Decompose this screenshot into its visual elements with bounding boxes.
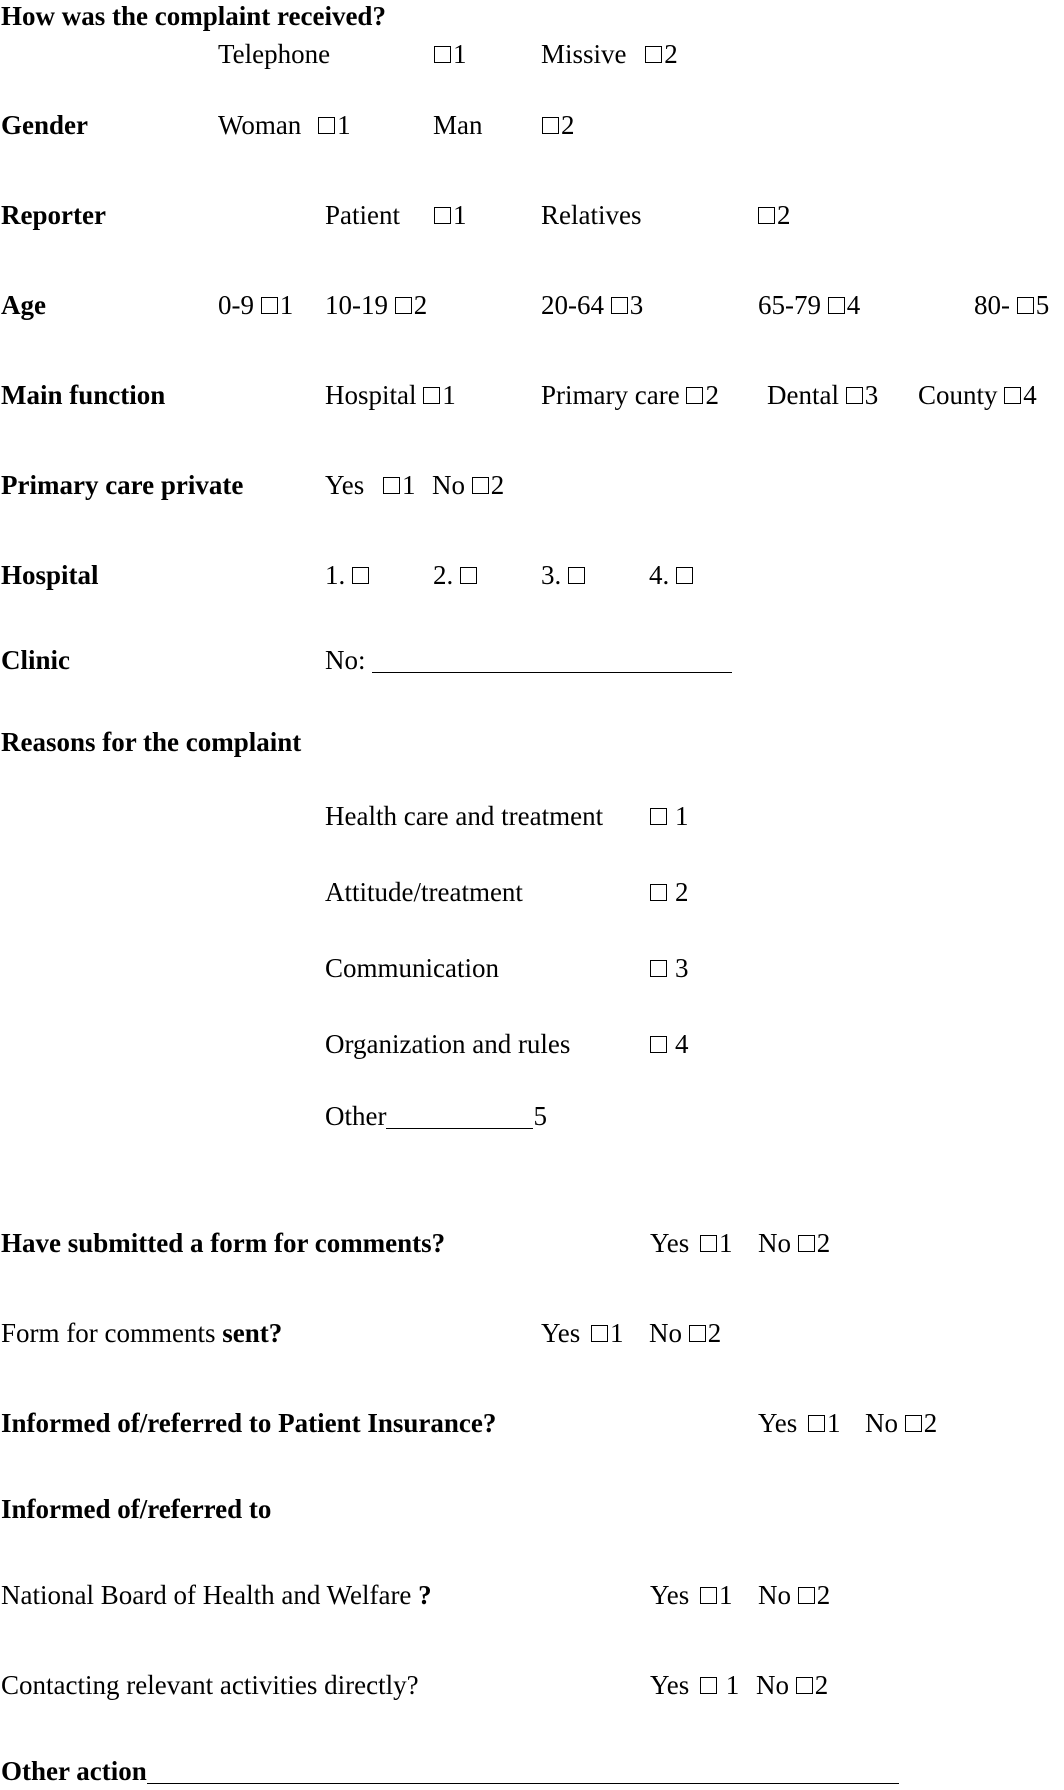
- age-option[interactable]: 0-9 1: [218, 290, 294, 320]
- main-function-option[interactable]: Hospital 1: [325, 380, 456, 410]
- hospital-label: Hospital: [1, 560, 99, 590]
- main-function-label: Main function: [1, 380, 166, 410]
- checkbox-icon[interactable]: [905, 1415, 922, 1432]
- checkbox-icon[interactable]: [383, 477, 400, 494]
- checkbox-icon[interactable]: [650, 808, 667, 825]
- reason-option[interactable]: 3: [650, 952, 689, 984]
- gender-label: Gender: [1, 110, 88, 140]
- checkbox-icon[interactable]: [650, 1036, 667, 1053]
- reporter-patient-label: Patient: [325, 200, 400, 230]
- checkbox-icon[interactable]: [568, 567, 585, 584]
- checkbox-icon[interactable]: [1017, 297, 1034, 314]
- checkbox-icon[interactable]: [676, 567, 693, 584]
- checkbox-icon[interactable]: [808, 1415, 825, 1432]
- checkbox-icon[interactable]: [395, 297, 412, 314]
- form-sent-no-option[interactable]: No 2: [649, 1318, 722, 1348]
- national-board-question: National Board of Health and Welfare ?: [1, 1580, 432, 1610]
- checkbox-icon[interactable]: [591, 1325, 608, 1342]
- form-sent-yes-option[interactable]: Yes 1: [541, 1318, 624, 1348]
- reporter-relatives-option[interactable]: 2: [758, 199, 791, 231]
- reporter-relatives-label: Relatives: [541, 200, 642, 230]
- national-board-no-option[interactable]: No 2: [758, 1580, 831, 1610]
- checkbox-icon[interactable]: [650, 884, 667, 901]
- checkbox-icon[interactable]: [686, 387, 703, 404]
- reason-option[interactable]: 4: [650, 1028, 689, 1060]
- checkbox-icon[interactable]: [460, 567, 477, 584]
- hospital-option[interactable]: 4.: [649, 559, 695, 591]
- hospital-option[interactable]: 1.: [325, 559, 371, 591]
- received-question: How was the complaint received?: [1, 1, 386, 31]
- clinic-label: Clinic: [1, 645, 71, 675]
- contacting-yes-option[interactable]: Yes 1: [650, 1670, 740, 1700]
- patient-insurance-no-option[interactable]: No 2: [865, 1408, 938, 1438]
- patient-insurance-question: Informed of/referred to Patient Insurance?: [1, 1408, 497, 1438]
- contacting-question: Contacting relevant activities directly?: [1, 1670, 419, 1700]
- checkbox-icon[interactable]: [846, 387, 863, 404]
- checkbox-icon[interactable]: [689, 1325, 706, 1342]
- hospital-option[interactable]: 2.: [433, 559, 479, 591]
- reason-option[interactable]: 2: [650, 876, 689, 908]
- checkbox-icon[interactable]: [1004, 387, 1021, 404]
- other-action-field[interactable]: Other action: [1, 1755, 899, 1787]
- checkbox-icon[interactable]: [423, 387, 440, 404]
- checkbox-icon[interactable]: [434, 46, 451, 63]
- checkbox-icon[interactable]: [472, 477, 489, 494]
- checkbox-icon[interactable]: [318, 117, 335, 134]
- age-option[interactable]: 20-64 3: [541, 290, 644, 320]
- submitted-form-no-option[interactable]: No 2: [758, 1228, 831, 1258]
- clinic-number-line[interactable]: [372, 646, 732, 673]
- checkbox-icon[interactable]: [650, 960, 667, 977]
- received-telephone-option[interactable]: 1: [434, 38, 467, 70]
- received-telephone-label: Telephone: [218, 39, 331, 69]
- primary-care-private-no-option[interactable]: No 2: [432, 470, 505, 500]
- checkbox-icon[interactable]: [611, 297, 628, 314]
- age-label: Age: [1, 290, 46, 320]
- checkbox-icon[interactable]: [542, 117, 559, 134]
- checkbox-icon[interactable]: [261, 297, 278, 314]
- gender-man-label: Man: [433, 110, 483, 140]
- reason-option[interactable]: 1: [650, 800, 689, 832]
- checkbox-icon[interactable]: [758, 207, 775, 224]
- main-function-option[interactable]: Primary care 2: [541, 380, 719, 410]
- other-reason-line[interactable]: [386, 1102, 533, 1129]
- checkbox-icon[interactable]: [700, 1587, 717, 1604]
- gender-man-option[interactable]: 2: [542, 109, 575, 141]
- reporter-patient-option[interactable]: 1: [434, 199, 467, 231]
- checkbox-icon[interactable]: [645, 46, 662, 63]
- checkbox-icon[interactable]: [796, 1677, 813, 1694]
- informed-heading: Informed of/referred to: [1, 1494, 272, 1524]
- reason-other-field[interactable]: Other 5: [325, 1101, 547, 1131]
- hospital-option[interactable]: 3.: [541, 559, 587, 591]
- primary-care-private-label: Primary care private: [1, 470, 244, 500]
- submitted-form-yes-option[interactable]: Yes 1: [650, 1228, 733, 1258]
- reason-label: Health care and treatment: [325, 801, 604, 831]
- checkbox-icon[interactable]: [700, 1235, 717, 1252]
- submitted-form-question: Have submitted a form for comments?: [1, 1228, 446, 1258]
- main-function-option[interactable]: Dental 3: [767, 380, 879, 410]
- reasons-heading: Reasons for the complaint: [1, 727, 302, 757]
- age-option[interactable]: 10-19 2: [325, 290, 428, 320]
- received-missive-option[interactable]: Missive 2: [541, 39, 678, 69]
- checkbox-icon[interactable]: [828, 297, 845, 314]
- gender-woman-option[interactable]: Woman 1: [218, 110, 351, 140]
- checkbox-icon[interactable]: [352, 567, 369, 584]
- reason-label: Communication: [325, 953, 499, 983]
- clinic-no-field[interactable]: No:: [325, 644, 732, 676]
- checkbox-icon[interactable]: [700, 1677, 717, 1694]
- checkbox-icon[interactable]: [798, 1587, 815, 1604]
- contacting-no-option[interactable]: No 2: [756, 1670, 829, 1700]
- national-board-yes-option[interactable]: Yes 1: [650, 1580, 733, 1610]
- checkbox-icon[interactable]: [798, 1235, 815, 1252]
- form-sent-question: Form for comments sent?: [1, 1318, 283, 1348]
- other-action-line[interactable]: [147, 1757, 899, 1784]
- checkbox-icon[interactable]: [434, 207, 451, 224]
- reason-label: Attitude/treatment: [325, 877, 523, 907]
- age-option[interactable]: 65-79 4: [758, 290, 861, 320]
- reason-label: Organization and rules: [325, 1029, 571, 1059]
- reporter-label: Reporter: [1, 200, 106, 230]
- age-option[interactable]: 80- 5: [974, 290, 1050, 320]
- patient-insurance-yes-option[interactable]: Yes 1: [758, 1408, 841, 1438]
- main-function-option[interactable]: County 4: [918, 380, 1037, 410]
- primary-care-private-yes-option[interactable]: Yes 1: [325, 470, 416, 500]
